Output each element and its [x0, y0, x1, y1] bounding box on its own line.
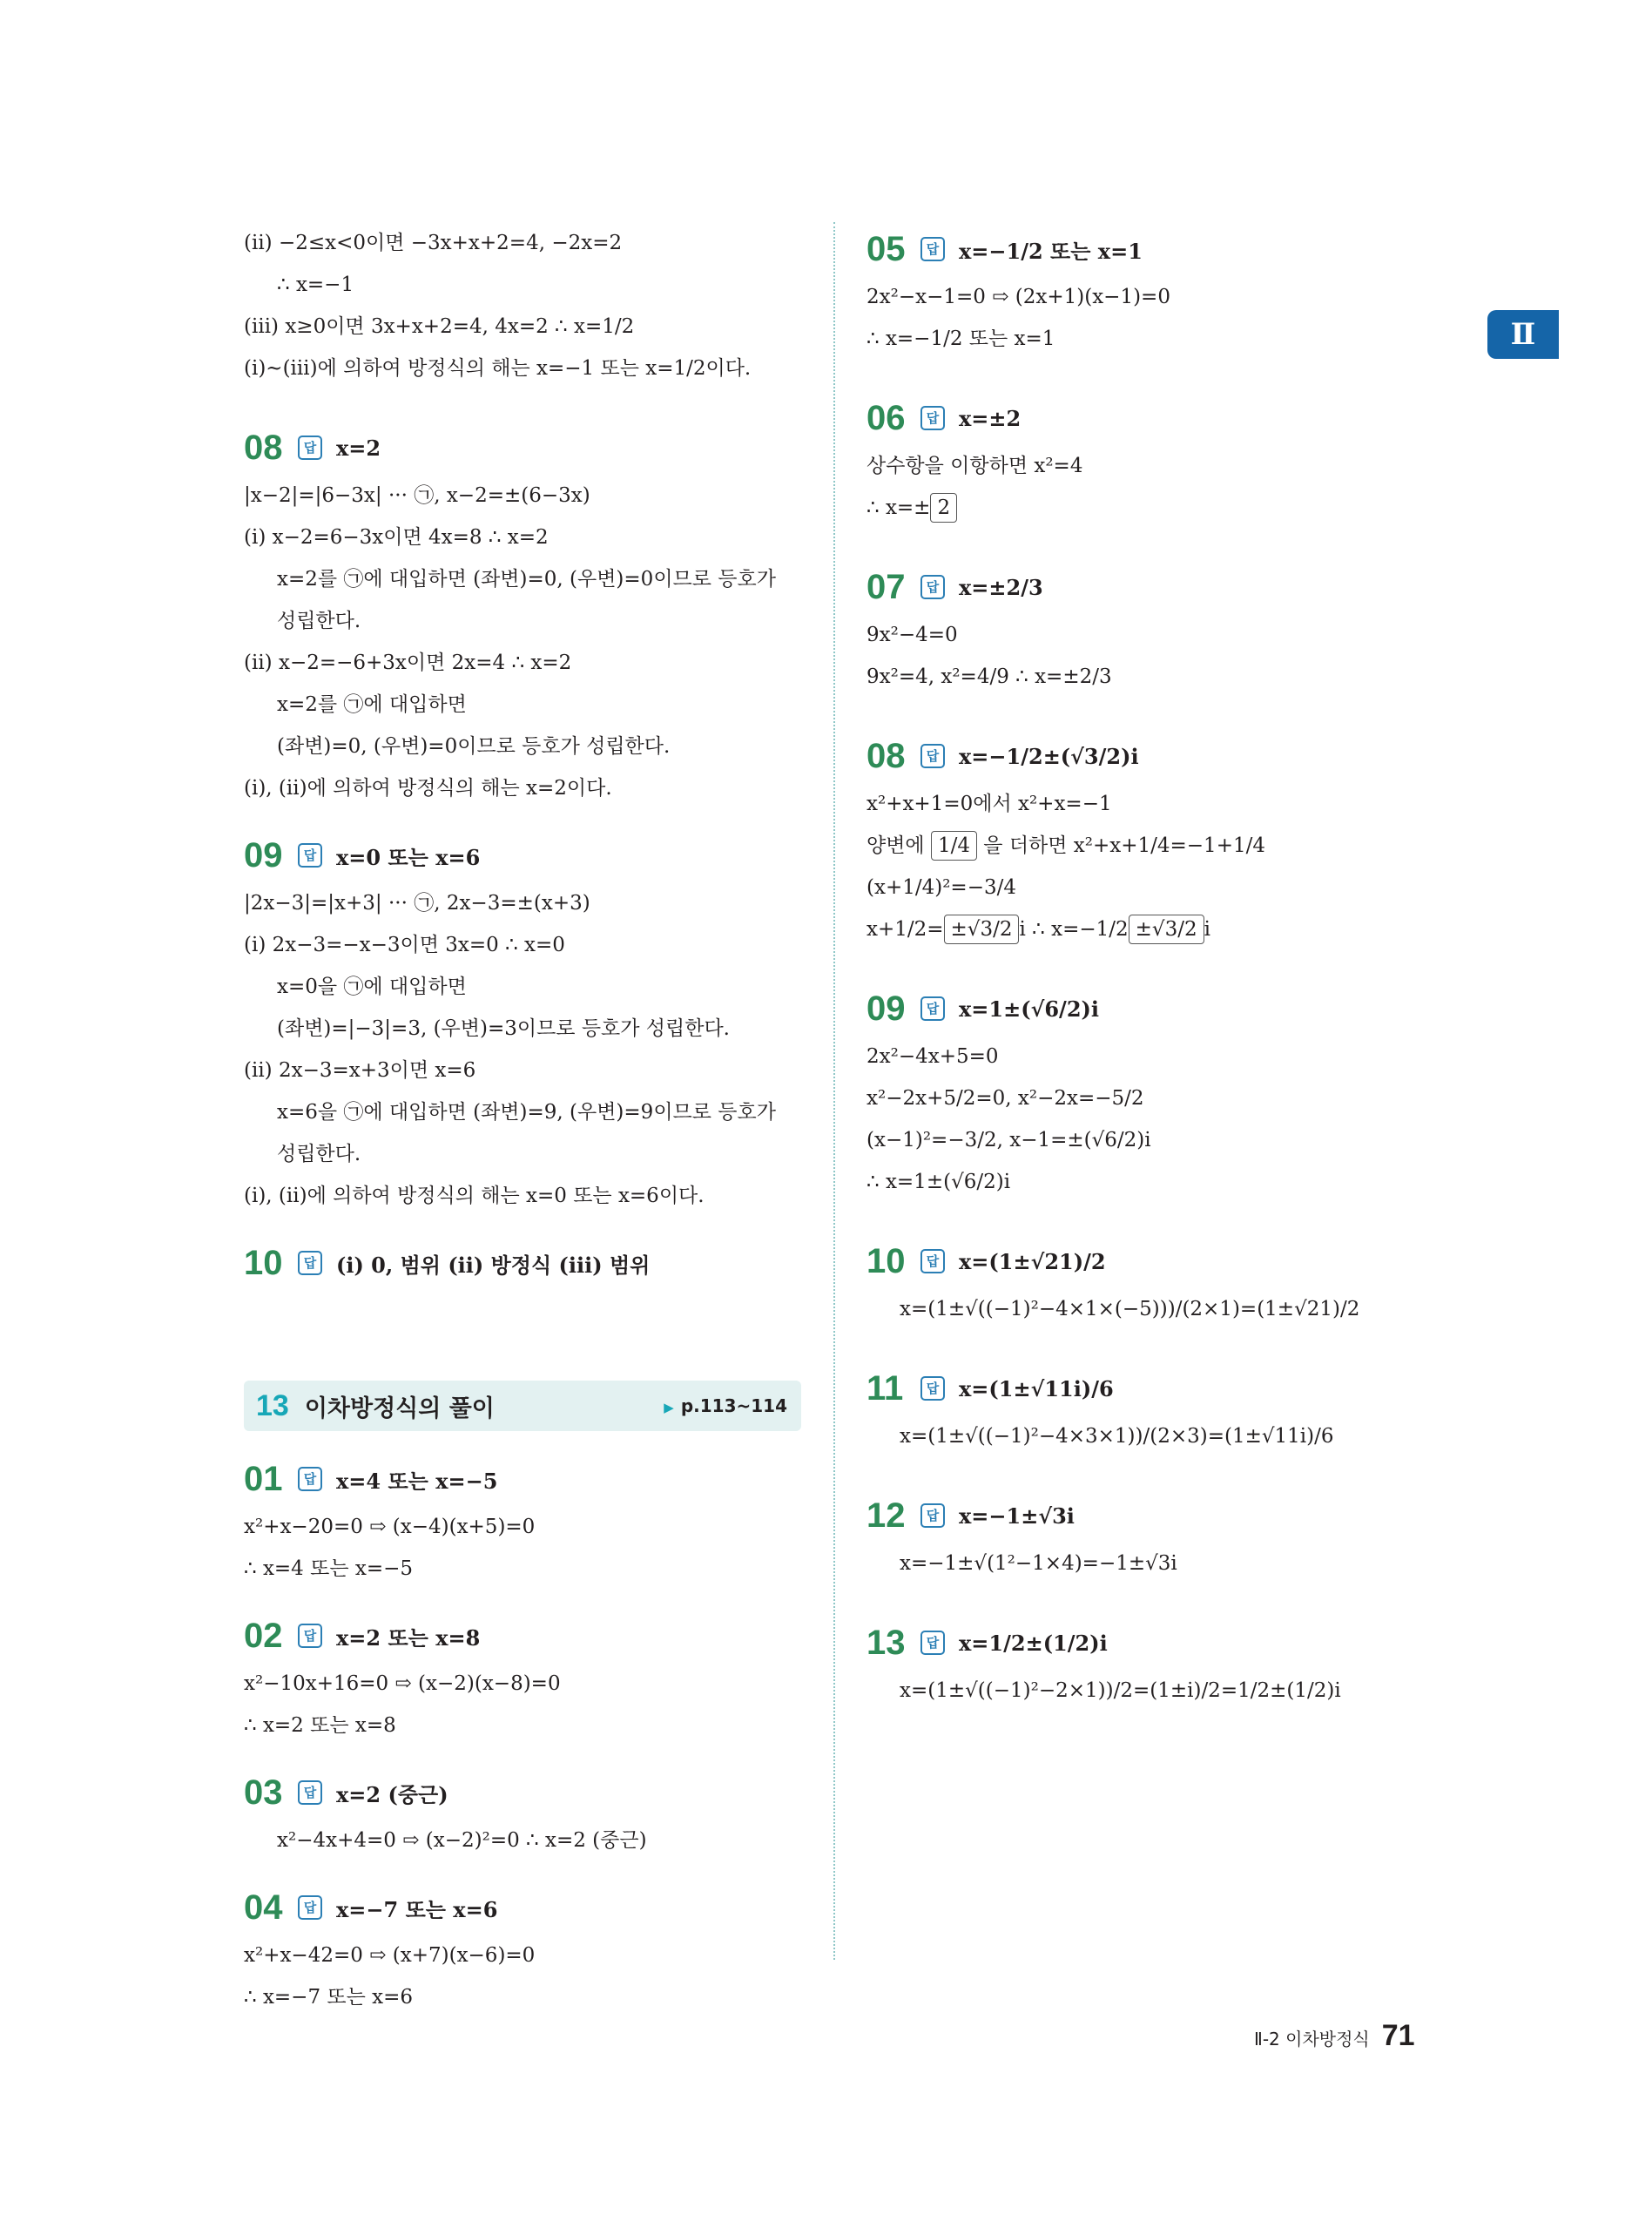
question-number: 13	[866, 1623, 906, 1662]
text-line: x=0을 ㉠에 대입하면	[277, 976, 467, 998]
text-line: x=(1±√((−1)²−4×3×1))/(2×3)=(1±√11i)/6	[900, 1425, 1334, 1448]
answer-badge: 답	[298, 1467, 322, 1491]
question-06	[866, 391, 1424, 445]
text-line: |x−2|=|6−3x| ··· ㉠, x−2=±(6−3x)	[244, 484, 590, 507]
answer-badge: 답	[920, 744, 945, 768]
question-number: 03	[244, 1773, 283, 1812]
text-line: (x+1/4)²=−3/4	[866, 876, 1016, 899]
left-column	[244, 222, 801, 2018]
answer-badge: 답	[920, 1376, 945, 1401]
text-line: 성립한다.	[277, 610, 361, 632]
text-line: (ⅰ)~(ⅲ)에 의하여 방정식의 해는 x=−1 또는 x=1/2이다.	[244, 357, 752, 380]
question-number: 05	[866, 229, 906, 268]
chapter-tab: Ⅱ	[1487, 310, 1559, 359]
text-line: (ⅰ), (ⅱ)에 의하여 방정식의 해는 x=2이다.	[244, 777, 612, 800]
question-11	[866, 1361, 1424, 1415]
question-07	[866, 560, 1424, 614]
triangle-icon: ▶	[664, 1400, 674, 1415]
text-line: x=(1±√((−1)²−2×1))/2=(1±i)/2=1/2±(1/2)i	[900, 1679, 1341, 1702]
blank-box: 2	[930, 493, 957, 523]
text-line: x²+x+1=0에서 x²+x=−1	[866, 793, 1112, 815]
question-number: 08	[866, 736, 906, 775]
answer-badge: 답	[920, 406, 945, 430]
section-header	[244, 1381, 801, 1431]
answer-text: x=−1/2±(√3/2)i	[959, 743, 1139, 769]
question-number: 04	[244, 1887, 283, 1927]
question-09	[244, 828, 801, 882]
answer-text: x=±2	[959, 405, 1022, 431]
text-line: ∴ x=4 또는 x=−5	[244, 1557, 414, 1580]
text-line: (ⅰ), (ⅱ)에 의하여 방정식의 해는 x=0 또는 x=6이다.	[244, 1185, 705, 1207]
text-line: (ⅱ) x−2=−6+3x이면 2x=4 ∴ x=2	[244, 652, 572, 674]
answer-text: x=±2/3	[959, 574, 1043, 600]
text-line: (ⅰ) 2x−3=−x−3이면 3x=0 ∴ x=0	[244, 934, 565, 956]
question-number: 10	[866, 1241, 906, 1280]
answer-badge: 답	[920, 237, 945, 261]
section-number: 13	[256, 1388, 289, 1422]
text-line: (x−1)²=−3/2, x−1=±(√6/2)i	[866, 1129, 1151, 1151]
question-12	[866, 1489, 1424, 1543]
answer-badge: 답	[298, 843, 322, 868]
answer-badge: 답	[920, 575, 945, 599]
answer-text: x=0 또는 x=6	[336, 844, 481, 870]
question-number: 01	[244, 1459, 283, 1498]
text-line: ∴ x=−1/2 또는 x=1	[866, 328, 1055, 350]
question-number: 11	[866, 1368, 904, 1408]
text-line: x²+x−42=0 ⇨ (x+7)(x−6)=0	[244, 1944, 536, 1967]
answer-text: x=−7 또는 x=6	[336, 1896, 498, 1922]
text-line: ∴ x=± 2	[866, 487, 1424, 529]
text-line: 2x²−x−1=0 ⇨ (2x+1)(x−1)=0	[866, 286, 1170, 308]
text-line: 상수항을 이항하면 x²=4	[866, 455, 1083, 477]
text-line: (좌변)=|−3|=3, (우변)=3이므로 등호가 성립한다.	[277, 1017, 730, 1040]
text-line: 성립한다.	[277, 1143, 361, 1165]
blank-box: ±√3/2	[1129, 915, 1204, 944]
text-line: (ⅱ) 2x−3=x+3이면 x=6	[244, 1059, 476, 1082]
text-line: 2x²−4x+5=0	[866, 1045, 999, 1068]
text-line: x=6을 ㉠에 대입하면 (좌변)=9, (우변)=9이므로 등호가	[277, 1101, 776, 1124]
text-line: 9x²−4=0	[866, 624, 958, 646]
text-line: (ⅲ) x≥0이면 3x+x+2=4, 4x=2 ∴ x=1/2	[244, 315, 635, 338]
answer-badge: 답	[920, 1631, 945, 1655]
question-05	[866, 222, 1424, 276]
question-number: 10	[244, 1243, 283, 1282]
text-line: (ⅰ) x−2=6−3x이면 4x=8 ∴ x=2	[244, 526, 549, 549]
question-number: 09	[244, 835, 283, 875]
question-number: 12	[866, 1496, 906, 1535]
blank-box: ±√3/2	[944, 915, 1020, 944]
page-number: 71	[1381, 2019, 1415, 2052]
answer-text: x=−1/2 또는 x=1	[959, 238, 1143, 264]
text-line: x=2를 ㉠에 대입하면 (좌변)=0, (우변)=0이므로 등호가	[277, 568, 776, 591]
answer-badge: 답	[298, 1895, 322, 1920]
text-line: 양변에 1/4 을 더하면 x²+x+1/4=−1+1/4	[866, 825, 1424, 867]
question-01	[244, 1452, 801, 1506]
text-line: (좌변)=0, (우변)=0이므로 등호가 성립한다.	[277, 735, 671, 758]
text-line: x=(1±√((−1)²−4×1×(−5)))/(2×1)=(1±√21)/2	[900, 1298, 1360, 1320]
page-reference: ▶ p.113~114	[664, 1395, 787, 1416]
text-line: ∴ x=1±(√6/2)i	[866, 1171, 1011, 1193]
text-line: x²+x−20=0 ⇨ (x−4)(x+5)=0	[244, 1516, 536, 1538]
answer-badge: 답	[920, 1503, 945, 1528]
text-line: x+1/2= ±√3/2 i ∴ x=−1/2 ±√3/2 i	[866, 908, 1424, 950]
text-line: |2x−3|=|x+3| ··· ㉠, 2x−3=±(x+3)	[244, 892, 590, 915]
text-line: ∴ x=2 또는 x=8	[244, 1714, 396, 1737]
question-03	[244, 1766, 801, 1820]
answer-text: x=(1±√11i)/6	[959, 1375, 1114, 1401]
question-04	[244, 1881, 801, 1935]
answer-badge: 답	[920, 996, 945, 1021]
question-08-right	[866, 729, 1424, 783]
answer-text: x=2 (중근)	[336, 1781, 448, 1807]
blank-box: 1/4	[931, 831, 977, 861]
question-number: 08	[244, 428, 283, 467]
question-09-right	[866, 982, 1424, 1036]
answer-text: x=−1±√3i	[959, 1503, 1075, 1529]
question-number: 09	[866, 989, 906, 1028]
answer-text: (ⅰ) 0, 범위 (ⅱ) 방정식 (ⅲ) 범위	[336, 1252, 651, 1278]
text-line: ∴ x=−7 또는 x=6	[244, 1986, 414, 2009]
question-13	[866, 1616, 1424, 1670]
answer-text: x=1/2±(1/2)i	[959, 1630, 1108, 1656]
text-line: x²−2x+5/2=0, x²−2x=−5/2	[866, 1087, 1144, 1110]
question-number: 02	[244, 1616, 283, 1655]
answer-badge: 답	[298, 1780, 322, 1805]
text-line: ∴ x=−1	[277, 273, 354, 296]
question-08	[244, 421, 801, 475]
column-divider	[833, 222, 835, 1960]
answer-badge: 답	[298, 1251, 322, 1275]
text-line: (ⅱ) −2≤x<0이면 −3x+x+2=4, −2x=2	[244, 232, 623, 254]
text-line: x²−4x+4=0 ⇨ (x−2)²=0 ∴ x=2 (중근)	[277, 1829, 647, 1852]
answer-badge: 답	[298, 1624, 322, 1648]
question-number: 07	[866, 567, 906, 606]
page-footer	[1254, 2019, 1415, 2053]
text-line: x²−10x+16=0 ⇨ (x−2)(x−8)=0	[244, 1672, 561, 1695]
answer-text: x=2 또는 x=8	[336, 1624, 481, 1651]
answer-text: x=1±(√6/2)i	[959, 996, 1099, 1022]
text-line: x=2를 ㉠에 대입하면	[277, 693, 467, 716]
answer-badge: 답	[920, 1249, 945, 1273]
text-line: 9x²=4, x²=4/9 ∴ x=±2/3	[866, 665, 1112, 688]
question-number: 06	[866, 398, 906, 437]
answer-badge: 답	[298, 436, 322, 460]
answer-text: x=4 또는 x=−5	[336, 1468, 498, 1494]
chapter-label: Ⅱ-2 이차방정식	[1254, 2029, 1370, 2050]
question-10-right	[866, 1234, 1424, 1288]
text-line: x=−1±√(1²−1×4)=−1±√3i	[900, 1552, 1177, 1575]
answer-text: x=(1±√21)/2	[959, 1248, 1106, 1274]
question-10	[244, 1236, 801, 1290]
answer-text: x=2	[336, 435, 381, 461]
right-column	[866, 222, 1424, 1712]
section-title: 이차방정식의 풀이	[304, 1395, 495, 1422]
question-02	[244, 1609, 801, 1663]
